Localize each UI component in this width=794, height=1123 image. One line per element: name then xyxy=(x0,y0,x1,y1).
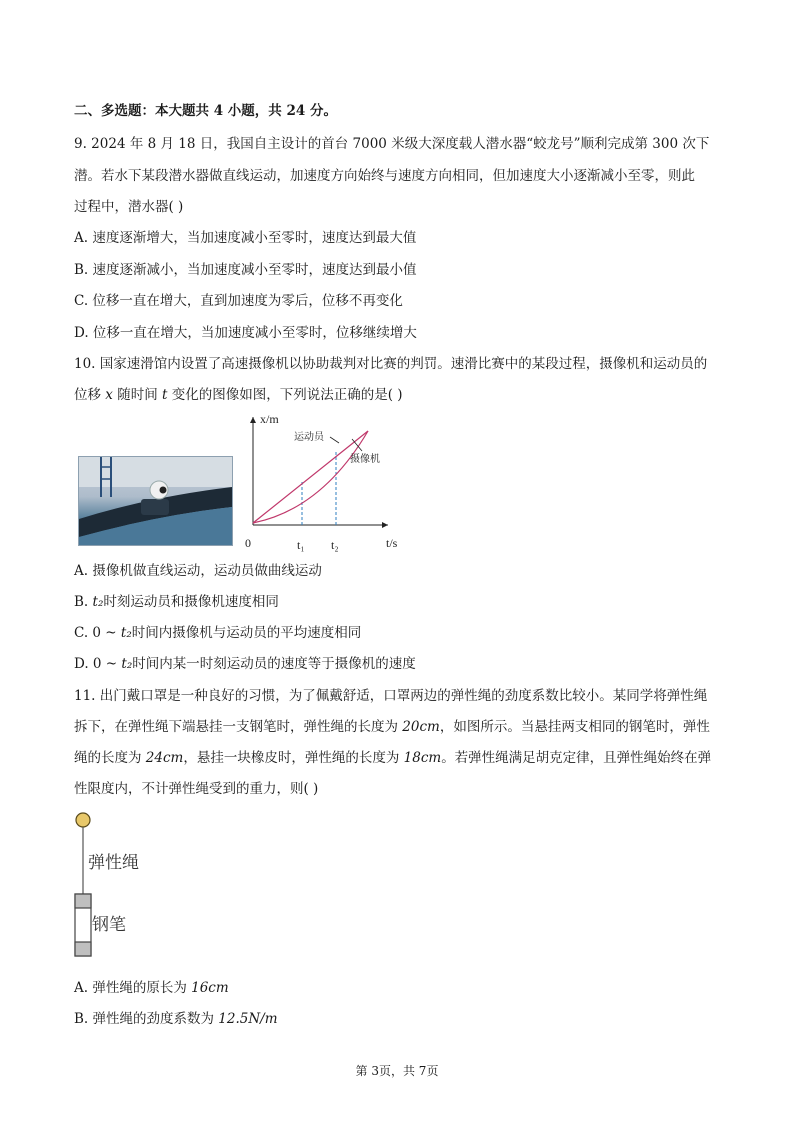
q10-line-2 xyxy=(74,385,403,405)
q10-option-b-var: t₂ xyxy=(92,594,104,610)
tick-label-t2: t₂ xyxy=(331,538,339,552)
series-label-athlete: 运动员 xyxy=(294,432,324,443)
q10-option-c xyxy=(74,623,361,643)
pen-label: 钢笔 xyxy=(92,915,126,935)
q9-line-2: 潜。若水下某段潜水器做直线运动，加速度方向始终与速度方向相同，但加速度大小逐渐减小至零，则此 xyxy=(74,168,695,184)
q11-line-3-c: 。若弹性绳满足胡克定律，且弹性绳始终在弹 xyxy=(441,750,712,766)
q11-option-b-value: 12.5N/m xyxy=(218,1011,278,1027)
section-title: 二、多选题：本大题共 4 小题，共 24 分。 xyxy=(74,103,337,119)
q10-line-2-c: 变化的图像如图，下列说法正确的是( ) xyxy=(167,387,403,403)
x-axis-label: t/s xyxy=(386,536,398,550)
q10-option-d-var: t₂ xyxy=(121,656,133,672)
q9-option-d: D. 位移一直在增大，当加速度减小至零时，位移继续增大 xyxy=(74,325,417,341)
athlete-label-pointer xyxy=(330,437,339,443)
rope-figure xyxy=(64,810,104,960)
photo-camera-lens xyxy=(160,487,167,494)
q10-line-1: 10. 国家速滑馆内设置了高速摄像机以协助裁判对比赛的判罚。速滑比赛中的某段过程，摄像机和运动员的 xyxy=(74,356,708,372)
q10-option-b-text: 时刻运动员和摄像机速度相同 xyxy=(103,594,279,610)
q10-option-c-prefix: C. 0 ~ xyxy=(74,625,121,641)
q10-option-a: A. 摄像机做直线运动，运动员做曲线运动 xyxy=(74,563,322,579)
q11-line-4: 性限度内，不计弹性绳受到的重力，则( ) xyxy=(74,781,319,797)
q11-option-b-text: B. 弹性绳的劲度系数为 xyxy=(74,1011,219,1027)
q10-line-2-b: 随时间 xyxy=(112,387,163,403)
q11-value-24cm: 24cm xyxy=(145,750,184,766)
q11-value-18cm: 18cm xyxy=(403,750,442,766)
q11-line-3 xyxy=(74,748,711,768)
q10-option-d-text: 时间内某一时刻运动员的速度等于摄像机的速度 xyxy=(132,656,416,672)
q11-option-b xyxy=(74,1009,278,1029)
q11-line-2-a: 拆下，在弹性绳下端悬挂一支钢笔时，弹性绳的长度为 xyxy=(74,719,403,735)
q11-value-20cm: 20cm xyxy=(402,719,440,735)
q9-option-a: A. 速度逐渐增大，当加速度减小至零时，速度达到最大值 xyxy=(74,230,417,246)
q10-var-x: x xyxy=(105,387,113,403)
pen-cap-bottom xyxy=(75,942,91,956)
q11-option-a xyxy=(74,978,229,998)
q11-option-a-value: 16cm xyxy=(191,980,229,996)
q10-option-c-text: 时间内摄像机与运动员的平均速度相同 xyxy=(131,625,362,641)
q11-line-1: 11. 出门戴口罩是一种良好的习惯，为了佩戴舒适，口罩两边的弹性绳的劲度系数比较小。某同学将弹性绳 xyxy=(74,688,708,704)
q10-option-d-prefix: D. 0 ~ xyxy=(74,656,122,672)
q10-option-b xyxy=(74,592,279,612)
q10-option-b-prefix: B. xyxy=(74,594,93,610)
camera-photo xyxy=(78,456,233,546)
q10-option-c-var: t₂ xyxy=(120,625,132,641)
photo-camera-base xyxy=(141,499,169,515)
q11-line-3-b: ，悬挂一块橡皮时，弹性绳的长度为 xyxy=(183,750,404,766)
camera-photo-illustration xyxy=(79,457,232,545)
q9-line-3: 过程中，潜水器( ) xyxy=(74,199,184,215)
tick-label-t1: t₁ xyxy=(297,538,305,552)
origin-label: 0 xyxy=(245,536,251,550)
q9-option-c: C. 位移一直在增大，直到加速度为零后，位移不再变化 xyxy=(74,293,403,309)
series-label-camera: 摄像机 xyxy=(350,454,380,465)
q11-line-3-a: 绳的长度为 xyxy=(74,750,146,766)
q10-var-t: t xyxy=(162,387,168,403)
xt-chart xyxy=(240,409,410,554)
series-line-camera xyxy=(253,431,368,523)
rope-label: 弹性绳 xyxy=(88,853,139,873)
q11-line-2-b: ，如图所示。当悬挂两支相同的钢笔时，弹性 xyxy=(439,719,710,735)
y-axis-label: x/m xyxy=(260,412,279,426)
q11-line-2 xyxy=(74,717,710,737)
hook-circle xyxy=(76,813,90,827)
q10-option-d xyxy=(74,654,416,674)
q10-line-2-a: 位移 xyxy=(74,387,106,403)
q11-option-a-text: A. 弹性绳的原长为 xyxy=(74,980,192,996)
pen-cap-top xyxy=(75,894,91,908)
page-footer: 第 3页，共 7页 xyxy=(355,1064,439,1078)
q9-option-b: B. 速度逐渐减小，当加速度减小至零时，速度达到最小值 xyxy=(74,262,417,278)
q9-line-1: 9. 2024 年 8 月 18 日，我国自主设计的首台 7000 米级大深度载人潜水器“蛟龙号”顺利完成第 300 次下 xyxy=(74,136,710,152)
